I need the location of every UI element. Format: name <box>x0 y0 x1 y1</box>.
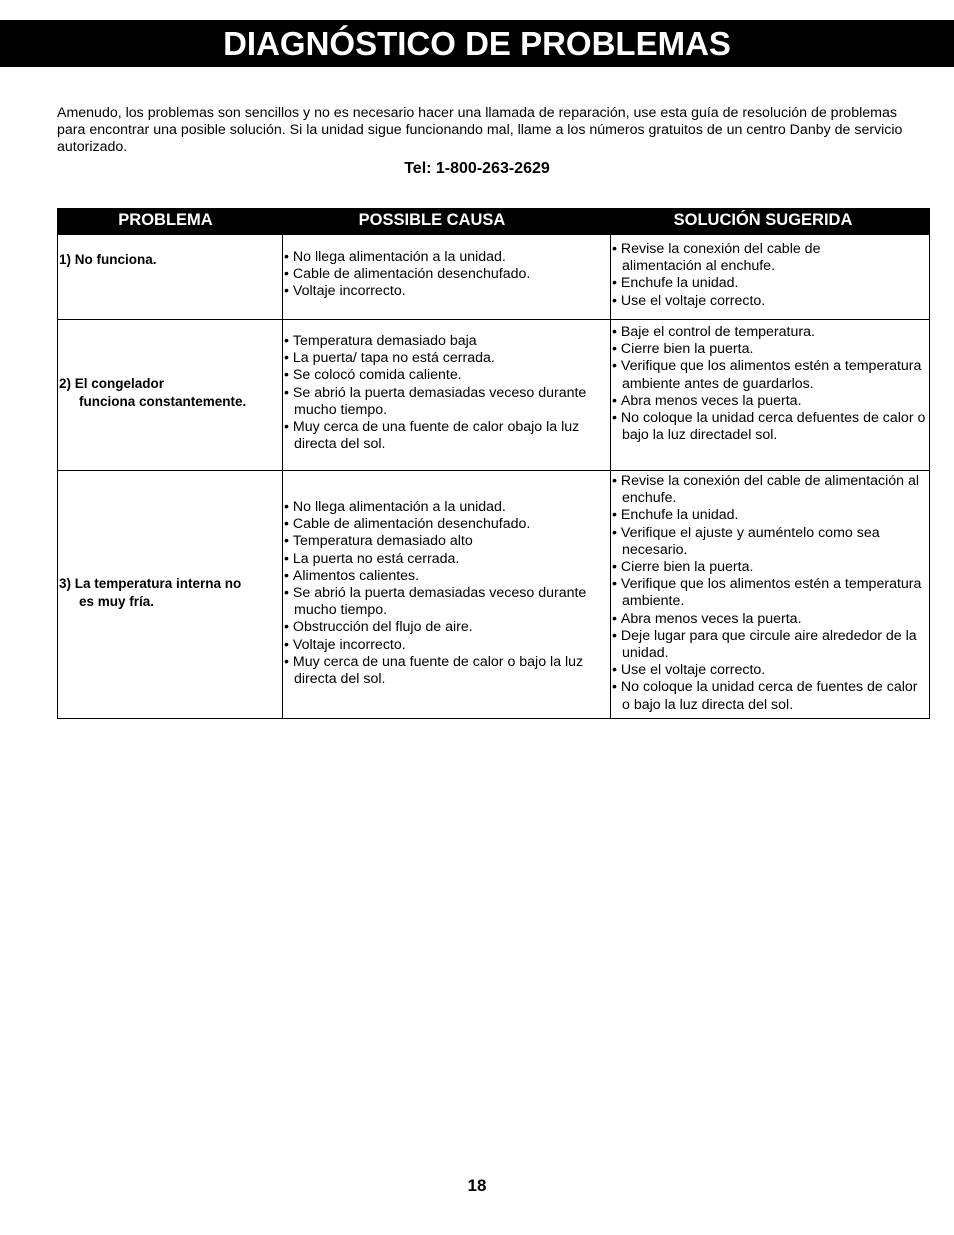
list-item: • Se colocó comida caliente. <box>284 367 598 384</box>
list-item: • Voltaje incorrecto. <box>284 637 600 654</box>
problem-line2: funciona constantemente. <box>79 393 247 409</box>
list-item: • Cable de alimentación desenchufado. <box>284 266 608 283</box>
list-item: • Revise la conexión del cable de alimentación al enchufe. <box>612 241 889 275</box>
list-item: • Abra menos veces la puerta. <box>612 611 927 628</box>
problem-line1: 3) La temperatura interna no <box>59 576 242 591</box>
problem-text <box>59 251 157 269</box>
list-item: • No llega alimentación a la unidad. <box>284 249 608 266</box>
list-item: • Use el voltaje correcto. <box>612 293 889 310</box>
list-item: • Muy cerca de una fuente de calor obajo la luz directa del sol. <box>284 419 598 453</box>
list-item: • Cierre bien la puerta. <box>612 559 927 576</box>
header-solution: SOLUCIÓN SUGERIDA <box>673 211 853 229</box>
problem-line2: es muy fría. <box>79 593 155 609</box>
solution-cell <box>611 471 929 718</box>
problem-cell <box>58 320 283 470</box>
list-item: • No llega alimentación a la unidad. <box>284 499 600 516</box>
problem-text <box>59 375 246 410</box>
list-item: • Baje el control de temperatura. <box>612 324 927 341</box>
page-number: 18 <box>467 1176 487 1195</box>
list-item: • Verifique el ajuste y auméntelo como sea necesario. <box>612 525 927 559</box>
solution-list <box>612 241 889 310</box>
list-item: • Revise la conexión del cable de alimentación al enchufe. <box>612 473 927 507</box>
header-cause: POSSIBLE CAUSA <box>358 211 506 229</box>
problem-text <box>59 575 241 610</box>
list-item: • Voltaje incorrecto. <box>284 283 608 300</box>
list-item: • Se abrió la puerta demasiadas veceso durante mucho tiempo. <box>284 385 598 419</box>
solution-list <box>612 324 927 444</box>
solution-list <box>612 473 927 714</box>
cause-cell <box>283 320 611 470</box>
table-row <box>57 470 930 719</box>
cause-cell <box>283 471 611 718</box>
list-item: • Abra menos veces la puerta. <box>612 393 927 410</box>
cause-list <box>284 499 600 688</box>
table-row <box>57 234 930 320</box>
list-item: • Use el voltaje correcto. <box>612 662 927 679</box>
problem-line1: 2) El congelador <box>59 376 165 391</box>
list-item: • Temperatura demasiado baja <box>284 333 598 350</box>
problem-line1: 1) No funciona. <box>59 252 157 267</box>
list-item: • Verifique que los alimentos estén a temperatura ambiente. <box>612 576 927 610</box>
list-item: • Se abrió la puerta demasiadas veceso durante mucho tiempo. <box>284 585 600 619</box>
problem-cell <box>58 471 283 718</box>
list-item: • Cierre bien la puerta. <box>612 341 927 358</box>
cause-cell <box>283 235 611 319</box>
list-item: • Deje lugar para que circule aire alrededor de la unidad. <box>612 628 927 662</box>
list-item: • Muy cerca de una fuente de calor o bajo la luz directa del sol. <box>284 654 600 688</box>
page-title: DIAGNÓSTICO DE PROBLEMAS <box>0 20 954 67</box>
header-problem: PROBLEMA <box>118 211 213 229</box>
list-item: • Enchufe la unidad. <box>612 507 927 524</box>
list-item: • No coloque la unidad cerca de fuentes de calor o bajo la luz directa del sol. <box>612 679 927 713</box>
solution-cell <box>611 320 929 470</box>
list-item: • La puerta no está cerrada. <box>284 551 600 568</box>
list-item: • Temperatura demasiado alto <box>284 533 600 550</box>
cause-list <box>284 249 608 301</box>
problem-cell <box>58 235 283 319</box>
list-item: • Enchufe la unidad. <box>612 275 889 292</box>
table-header <box>57 208 930 234</box>
list-item: • Alimentos calientes. <box>284 568 600 585</box>
list-item: • Cable de alimentación desenchufado. <box>284 516 600 533</box>
phone-number: Tel: 1-800-263-2629 <box>404 160 550 177</box>
table-row <box>57 319 930 471</box>
list-item: • Verifique que los alimentos estén a temperatura ambiente antes de guardarlos. <box>612 358 927 392</box>
cause-list <box>284 333 598 453</box>
solution-cell <box>611 235 929 319</box>
list-item: • La puerta/ tapa no está cerrada. <box>284 350 598 367</box>
intro-paragraph: Amenudo, los problemas son sencillos y no es necesario hacer una llamada de reparación, use esta guía de resolución de problemas para encontrar una posible solución. Si la unidad sigue funcionando mal, llame a los números gratuitos de un centro Danby de servicio autorizado. <box>57 105 903 155</box>
list-item: • No coloque la unidad cerca defuentes de calor o bajo la luz directadel sol. <box>612 410 927 444</box>
list-item: • Obstrucción del flujo de aire. <box>284 619 600 636</box>
